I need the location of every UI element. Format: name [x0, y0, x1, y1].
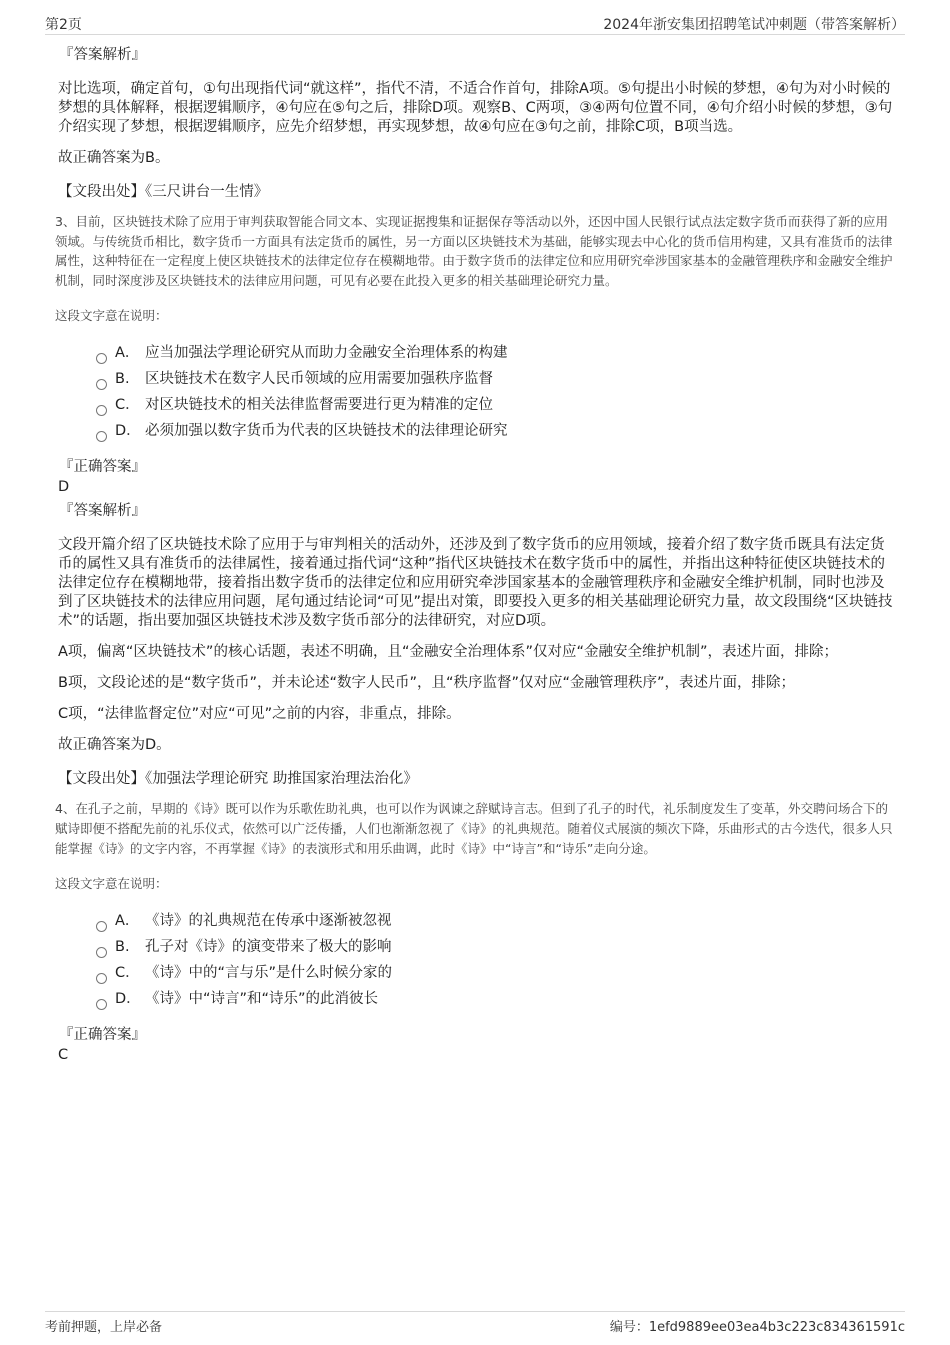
option-letter: B. — [115, 939, 130, 956]
question-3-text: 3、目前，区块链技术除了应用于审判获取智能合同文本、实现证据搜集和证据保存等活动以外，还因中国人民银行试点法定数字货币而获得了新的应用领域。与传统货币相比，数字货币一方面具有法定货币的属性，另一方面以区块链技术为基础，能够实现去中心化的货币信用构建，又具有准货币的法律属性，这种特征在一定程度上使区块链技术的法律定位存在模糊地带。由于数字货币的法律定位和应用研究牵涉国家基本的金融管理秩序和金融安全维护机制，同时深度涉及区块链技术的法律应用问题，可见有必要在此投入更多的相关基础理论研究力量。 — [55, 214, 893, 288]
option-a[interactable] — [95, 910, 895, 936]
option-letter: A． — [115, 913, 140, 930]
option-text: 区块链技术在数字人民币领域的应用需要加强秩序监督 — [145, 371, 493, 388]
document-content — [55, 44, 895, 1068]
option-text: 孔子对《诗》的演变带来了极大的影响 — [145, 939, 392, 956]
radio-icon[interactable] — [96, 431, 107, 442]
radio-icon[interactable] — [96, 973, 107, 984]
page-header — [45, 12, 905, 35]
correct-answer-label: 『正确答案』 — [59, 1027, 146, 1044]
option-text: 《诗》中“诗言”和“诗乐”的此消彼长 — [145, 991, 379, 1008]
radio-icon[interactable] — [96, 353, 107, 364]
option-letter: C． — [115, 965, 140, 982]
analysis-paragraph: C项，“法律监督定位”对应“可见”之前的内容，非重点，排除。 — [58, 706, 461, 723]
option-text: 《诗》的礼典规范在传承中逐渐被忽视 — [145, 913, 392, 930]
option-d[interactable] — [95, 988, 895, 1014]
analysis-paragraph: 对比选项，确定首句，①句出现指代词“就这样”，指代不清，不适合作首句，排除A项。⑤句提出小时候的梦想，④句为对小时候的梦想的具体解释，根据逻辑顺序，④句应在⑤句之后，排除D项。观察B、C两项，③④两句位置不同，④句介绍小时候的梦想，③句介绍实现了梦想，根据逻辑顺序，应先介绍梦想，再实现梦想，故④句应在③句之前，排除C项，B项当选。 — [58, 81, 893, 135]
analysis-label: 『答案解析』 — [59, 503, 146, 520]
analysis-paragraph: A项，偏离“区块链技术”的核心话题，表述不明确，且“金融安全治理体系”仅对应“金融安全维护机制”，表述片面，排除； — [58, 644, 838, 661]
option-text: 对区块链技术的相关法律监督需要进行更为精准的定位 — [145, 397, 493, 414]
radio-icon[interactable] — [96, 921, 107, 932]
option-letter: B. — [115, 371, 130, 388]
option-text: 《诗》中的“言与乐”是什么时候分家的 — [145, 965, 393, 982]
page-footer — [45, 1311, 905, 1340]
option-letter: D． — [115, 991, 141, 1008]
analysis-paragraph: 文段开篇介绍了区块链技术除了应用于与审判相关的活动外，还涉及到了数字货币的应用领域，接着介绍了数字货币既具有法定货币的属性又具有准货币的法律属性，接着通过指代词“这种”指代区块链技术在数字货币中的属性，并指出这种特征使区块链技术的法律定位存在模糊地带，接着指出数字货币的法律定位和应用研究牵涉国家基本的金融管理秩序和金融安全维护机制，同时也涉及到了区块链技术的法律应用问题，尾句通过结论词“可见”提出对策，即要投入更多的相关基础理论研究力量，故文段围绕“区块链技术”的话题，指出要加强区块链技术涉及数字货币部分的法律研究，对应D项。 — [58, 537, 893, 630]
option-c[interactable] — [95, 394, 895, 420]
document-code: 编号：1efd9889ee03ea4b3c223c834361591c — [609, 1320, 905, 1335]
analysis-label: 『答案解析』 — [59, 47, 146, 63]
option-letter: C． — [115, 397, 140, 414]
option-b[interactable] — [95, 936, 895, 962]
question-4-options — [95, 910, 895, 1014]
passage-source: 【文段出处】《加强法学理论研究 助推国家治理法治化》 — [58, 771, 418, 788]
option-b[interactable] — [95, 368, 895, 394]
answer-conclusion: 故正确答案为D。 — [58, 737, 171, 754]
question-3-prompt: 这段文字意在说明： — [55, 308, 168, 324]
question-3-options — [95, 342, 895, 446]
correct-answer: D — [58, 479, 70, 496]
option-a[interactable] — [95, 342, 895, 368]
radio-icon[interactable] — [96, 379, 107, 390]
radio-icon[interactable] — [96, 405, 107, 416]
radio-icon[interactable] — [96, 947, 107, 958]
option-letter: D． — [115, 423, 141, 440]
footer-slogan: 考前押题，上岸必备 — [45, 1320, 163, 1335]
option-c[interactable] — [95, 962, 895, 988]
radio-icon[interactable] — [96, 999, 107, 1010]
option-letter: A． — [115, 345, 140, 362]
question-4-text: 4、在孔子之前，早期的《诗》既可以作为乐歌佐助礼典，也可以作为讽谏之辞赋诗言志。但到了孔子的时代，礼乐制度发生了变革，外交聘问场合下的赋诗即便不搭配先前的礼乐仪式，依然可以广泛传播，人们也渐渐忽视了《诗》的礼典规范。随着仪式展演的频次下降，乐曲形式的古今迭代，很多人只能掌握《诗》的文字内容，不再掌握《诗》的表演形式和用乐曲调，此时《诗》中“诗言”和“诗乐”走向分途。 — [55, 801, 893, 856]
passage-source: 【文段出处】《三尺讲台一生情》 — [58, 184, 269, 200]
correct-answer-label: 『正确答案』 — [59, 459, 146, 476]
option-d[interactable] — [95, 420, 895, 446]
correct-answer: C — [58, 1047, 69, 1064]
question-4-prompt: 这段文字意在说明： — [55, 876, 168, 892]
option-text: 必须加强以数字货币为代表的区块链技术的法律理论研究 — [145, 423, 508, 440]
option-text: 应当加强法学理论研究从而助力金融安全治理体系的构建 — [145, 345, 508, 362]
document-title: 2024年浙安集团招聘笔试冲刺题（带答案解析） — [603, 17, 905, 33]
analysis-paragraph: B项，文段论述的是“数字货币”，并未论述“数字人民币”，且“秩序监督”仅对应“金融管理秩序”，表述片面，排除； — [58, 675, 796, 692]
answer-conclusion: 故正确答案为B。 — [58, 150, 170, 166]
page-number: 第2页 — [45, 17, 82, 33]
